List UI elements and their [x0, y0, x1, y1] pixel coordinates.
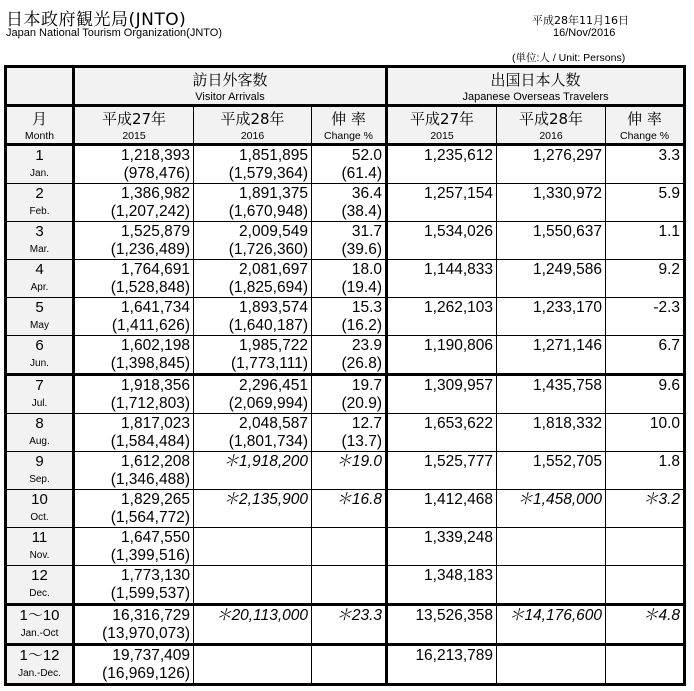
travelers-change-value: 9.6: [658, 377, 681, 394]
visitors-change-value: 52.0: [351, 147, 383, 164]
visitors-change-prev-value: (13.7): [341, 433, 383, 450]
travelers-change-cell: [606, 566, 685, 605]
travelers-change-value: 3.3: [658, 147, 681, 164]
column-header-en: 2016: [539, 130, 563, 142]
visitors-2015-prev-value: (1,398,845): [110, 355, 190, 372]
travelers-change-cell: [606, 528, 685, 566]
month-label: Oct.: [30, 512, 49, 523]
month-label: Nov.: [29, 550, 50, 561]
month-cell: [6, 414, 74, 452]
month-cell: [6, 260, 74, 298]
visitors-change-cell: [312, 145, 387, 184]
visitors-change-value: ＊19.0: [336, 453, 383, 470]
visitors-2016-value: 2,296,451: [239, 377, 308, 394]
visitors-2015-cell: [74, 222, 194, 260]
travelers-change-cell: [606, 490, 685, 528]
org-title-jp: 日本政府観光局(JNTO): [6, 10, 187, 30]
travelers-change-cell: [606, 336, 685, 375]
visitors-2015-value: 1,525,879: [121, 223, 190, 240]
month-cell: [6, 184, 74, 222]
month-header: [6, 106, 74, 145]
visitors-2015-prev-value: (1,346,488): [110, 471, 190, 488]
visitors-2016-cell: [194, 452, 312, 490]
travelers-2015-cell: [387, 645, 497, 685]
travelers-2015-cell: [387, 222, 497, 260]
month-number: 12: [31, 567, 48, 584]
visitors-2016-prev-value: (1,801,734): [228, 433, 308, 450]
visitors-2016-value: ＊1,918,200: [223, 453, 308, 470]
travelers-change-value: 1.8: [658, 453, 681, 470]
month-cell: [6, 298, 74, 336]
visitors-change-cell: [312, 222, 387, 260]
visitors-change-cell: [312, 490, 387, 528]
visitors-change-value: ＊16.8: [336, 491, 383, 508]
visitors-change-value: 18.0: [351, 261, 383, 278]
visitors-2015-prev-value: (1,236,489): [110, 241, 190, 258]
visitors-2016-value: 1,851,895: [239, 147, 308, 164]
visitors-change-cell: [312, 605, 387, 645]
month-number: 8: [35, 415, 44, 432]
month-number: 1〜12: [19, 647, 60, 664]
visitors-2015-cell: [74, 605, 194, 645]
travelers-2015-value: 13,526,358: [415, 607, 494, 624]
column-header-jp: 平成27年: [409, 110, 475, 128]
travelers-2015-cell: [387, 528, 497, 566]
travelers-2016-value: 1,233,170: [533, 299, 603, 316]
visitors-change-cell: [312, 452, 387, 490]
visitors-change-cell: [312, 184, 387, 222]
travelers-2016-value: 1,435,758: [533, 377, 603, 394]
travelers-2015-cell: [387, 260, 497, 298]
travelers-2016-cell: [497, 222, 606, 260]
table-row: [6, 452, 685, 490]
travelers-2016-value: 1,550,637: [533, 223, 603, 240]
visitors-change-prev-value: (19.4): [341, 279, 383, 296]
visitors-2015-prev-value: (1,207,242): [110, 203, 190, 220]
travelers-2016-cell: [497, 566, 606, 605]
month-label: Jul.: [31, 398, 48, 409]
org-title-en: Japan National Tourism Organization(JNTO): [6, 27, 223, 39]
visitors-change-prev-value: (38.4): [341, 203, 383, 220]
travelers-2016-cell: [497, 490, 606, 528]
month-label: Jun.: [30, 358, 49, 369]
visitors-2016-cell: [194, 222, 312, 260]
travelers-2015-cell: [387, 452, 497, 490]
visitors-2016-prev-value: (1,579,364): [228, 165, 308, 182]
report-date-jp: 平成28年11月16日: [532, 14, 629, 27]
visitors-2015-cell: [74, 645, 194, 685]
travelers-2015-value: 1,309,957: [424, 377, 494, 394]
column-header-visitors-2016: [194, 106, 312, 145]
month-label: Aug.: [29, 436, 50, 447]
month-header-jp: 月: [31, 110, 47, 128]
travelers-change-cell: [606, 452, 685, 490]
table-row: [6, 222, 685, 260]
visitors-2016-prev-value: (1,825,694): [228, 279, 308, 296]
visitors-change-prev-value: (39.6): [341, 241, 383, 258]
column-header-jp: 伸 率: [627, 110, 662, 128]
month-number: 10: [31, 491, 48, 508]
travelers-change-cell: [606, 605, 685, 645]
travelers-change-value: ＊3.2: [642, 491, 681, 508]
visitors-2016-prev-value: (1,640,187): [228, 317, 308, 334]
visitors-2015-prev-value: (13,970,073): [102, 625, 190, 642]
month-number: 11: [31, 529, 48, 546]
travelers-change-cell: [606, 375, 685, 414]
month-label: Jan.: [30, 168, 49, 179]
visitors-2015-prev-value: (1,564,772): [110, 509, 190, 526]
group-title-en: Japanese Overseas Travelers: [462, 91, 609, 103]
travelers-2016-cell: [497, 528, 606, 566]
travelers-2016-value: 1,271,146: [533, 337, 603, 354]
visitors-2015-cell: [74, 375, 194, 414]
visitors-change-prev-value: (20.9): [341, 395, 383, 412]
group-title-jp: 訪日外客数: [192, 71, 268, 89]
travelers-2015-value: 1,262,103: [424, 299, 494, 316]
travelers-2015-value: 16,213,789: [415, 647, 494, 664]
table-row: [6, 298, 685, 336]
visitors-2015-prev-value: (16,969,126): [102, 665, 190, 682]
visitors-2016-cell: [194, 336, 312, 375]
visitors-2015-value: 1,764,691: [121, 261, 190, 278]
travelers-2015-cell: [387, 414, 497, 452]
table-row: [6, 184, 685, 222]
month-number: 9: [35, 453, 44, 470]
column-header-en: Change %: [323, 130, 374, 142]
visitors-2015-cell: [74, 336, 194, 375]
table-row: [6, 414, 685, 452]
visitors-change-prev-value: (26.8): [341, 355, 383, 372]
travelers-2016-value: 1,818,332: [533, 415, 603, 432]
visitors-2015-cell: [74, 490, 194, 528]
visitors-change-cell: [312, 566, 387, 605]
visitors-2016-prev-value: (1,670,948): [228, 203, 308, 220]
visitors-2015-value: 1,602,198: [121, 337, 190, 354]
month-label: Apr.: [30, 282, 49, 293]
travelers-change-cell: [606, 184, 685, 222]
visitors-2015-cell: [74, 184, 194, 222]
group-title-jp: 出国日本人数: [490, 71, 581, 89]
month-number: 7: [35, 377, 44, 394]
travelers-2015-value: 1,144,833: [424, 261, 494, 278]
visitors-change-cell: [312, 645, 387, 685]
visitors-2016-cell: [194, 298, 312, 336]
travelers-change-cell: [606, 645, 685, 685]
travelers-change-cell: [606, 414, 685, 452]
visitors-2016-cell: [194, 490, 312, 528]
visitors-2015-value: 1,386,982: [121, 185, 190, 202]
visitors-2015-value: 1,817,023: [121, 415, 190, 432]
column-header-en: 2015: [430, 130, 454, 142]
visitors-change-cell: [312, 260, 387, 298]
column-header-jp: 平成28年: [518, 110, 584, 128]
travelers-2015-cell: [387, 605, 497, 645]
travelers-2016-value: 1,330,972: [533, 185, 603, 202]
visitors-2015-prev-value: (1,528,848): [110, 279, 190, 296]
table-row: [6, 336, 685, 375]
travelers-2015-cell: [387, 375, 497, 414]
visitors-2016-cell: [194, 375, 312, 414]
travelers-2016-cell: [497, 298, 606, 336]
travelers-2015-value: 1,235,612: [424, 147, 494, 164]
travelers-change-cell: [606, 145, 685, 184]
travelers-2016-cell: [497, 605, 606, 645]
travelers-change-value: ＊4.8: [642, 607, 681, 624]
column-header-visitors-2015: [74, 106, 194, 145]
table-row: [6, 528, 685, 566]
visitors-2015-cell: [74, 414, 194, 452]
column-header-en: 2016: [240, 130, 265, 142]
travelers-change-cell: [606, 222, 685, 260]
visitors-2015-prev-value: (978,476): [123, 165, 190, 182]
month-label: Jan.-Dec.: [18, 668, 61, 679]
visitors-2015-prev-value: (1,712,803): [110, 395, 190, 412]
visitors-2016-cell: [194, 184, 312, 222]
report-date-en: 16/Nov/2016: [553, 27, 616, 39]
visitors-change-cell: [312, 528, 387, 566]
travelers-2015-cell: [387, 490, 497, 528]
visitors-change-value: 23.9: [351, 337, 383, 354]
group-header-travelers: [387, 67, 685, 106]
visitors-2016-cell: [194, 605, 312, 645]
month-cell: [6, 566, 74, 605]
visitors-2015-cell: [74, 452, 194, 490]
visitors-2016-cell: [194, 260, 312, 298]
month-cell: [6, 528, 74, 566]
travelers-2016-cell: [497, 184, 606, 222]
travelers-2015-cell: [387, 566, 497, 605]
travelers-2015-cell: [387, 336, 497, 375]
group-header-visitors: [74, 67, 387, 106]
visitors-2015-value: 1,829,265: [121, 491, 190, 508]
column-header-jp: 伸 率: [331, 110, 366, 128]
travelers-2015-value: 1,190,806: [424, 337, 494, 354]
month-number: 3: [35, 223, 44, 240]
travelers-2016-value: ＊1,458,000: [517, 491, 603, 508]
column-header-travelers-2015: [387, 106, 497, 145]
table-row: [6, 605, 685, 645]
travelers-2015-value: 1,257,154: [424, 185, 494, 202]
column-header-travelers-change: [606, 106, 685, 145]
month-cell: [6, 222, 74, 260]
visitors-2015-cell: [74, 528, 194, 566]
visitors-2015-cell: [74, 298, 194, 336]
visitors-2016-value: ＊20,113,000: [216, 607, 308, 624]
travelers-2016-cell: [497, 260, 606, 298]
visitors-change-value: 36.4: [351, 185, 383, 202]
column-header-en: Change %: [620, 130, 670, 142]
travelers-change-value: 10.0: [649, 415, 681, 432]
visitors-change-value: ＊23.3: [336, 607, 383, 624]
travelers-2016-cell: [497, 414, 606, 452]
month-label: Feb.: [29, 206, 50, 217]
travelers-2015-value: 1,534,026: [424, 223, 494, 240]
travelers-change-value: 5.9: [658, 185, 681, 202]
month-cell: [6, 490, 74, 528]
travelers-2016-cell: [497, 452, 606, 490]
table-row: [6, 490, 685, 528]
travelers-2016-cell: [497, 145, 606, 184]
visitors-2016-value: 2,081,697: [239, 261, 308, 278]
month-number: 6: [35, 337, 44, 354]
travelers-2016-value: 1,249,586: [533, 261, 603, 278]
month-number: 2: [35, 185, 44, 202]
travelers-2015-cell: [387, 298, 497, 336]
table-row: [6, 145, 685, 184]
month-cell: [6, 336, 74, 375]
month-label: May: [30, 320, 49, 331]
visitors-2016-cell: [194, 566, 312, 605]
visitors-2015-prev-value: (1,411,626): [111, 317, 190, 334]
visitors-2015-cell: [74, 260, 194, 298]
visitors-change-value: 15.3: [351, 299, 383, 316]
month-label: Sep.: [29, 474, 50, 485]
travelers-2015-cell: [387, 184, 497, 222]
month-label: Mar.: [29, 244, 50, 255]
visitors-change-prev-value: (61.4): [341, 165, 383, 182]
month-label: Dec.: [29, 588, 50, 599]
month-cell: [6, 605, 74, 645]
corner-cell: [6, 67, 74, 106]
visitors-change-cell: [312, 414, 387, 452]
visitors-2015-cell: [74, 145, 194, 184]
visitors-2015-value: 1,918,356: [121, 377, 190, 394]
visitors-2016-cell: [194, 645, 312, 685]
month-cell: [6, 145, 74, 184]
visitors-change-value: 19.7: [351, 377, 383, 394]
visitors-2016-prev-value: (1,726,360): [228, 241, 308, 258]
travelers-2015-value: 1,653,622: [424, 415, 494, 432]
column-header-jp: 平成27年: [101, 110, 167, 128]
visitors-2016-cell: [194, 528, 312, 566]
column-header-travelers-2016: [497, 106, 606, 145]
table-row: [6, 260, 685, 298]
travelers-change-value: -2.3: [653, 299, 681, 316]
column-header-visitors-change: [312, 106, 387, 145]
visitors-change-cell: [312, 298, 387, 336]
statistics-table: [4, 65, 686, 686]
travelers-change-value: 9.2: [658, 261, 681, 278]
visitors-change-cell: [312, 375, 387, 414]
travelers-2016-value: 1,552,705: [533, 453, 603, 470]
visitors-2016-value: 1,891,375: [239, 185, 308, 202]
unit-note: (単位:人 / Unit: Persons): [512, 52, 626, 64]
travelers-change-cell: [606, 298, 685, 336]
travelers-change-cell: [606, 260, 685, 298]
month-label: Jan.-Oct: [20, 628, 59, 639]
visitors-2015-value: 1,773,130: [121, 567, 190, 584]
month-cell: [6, 375, 74, 414]
visitors-change-prev-value: (16.2): [341, 317, 383, 334]
visitors-2016-prev-value: (2,069,994): [228, 395, 308, 412]
visitors-2015-cell: [74, 566, 194, 605]
group-title-en: Visitor Arrivals: [195, 91, 265, 103]
month-cell: [6, 452, 74, 490]
visitors-2016-value: 2,009,549: [239, 223, 308, 240]
table-row: [6, 375, 685, 414]
travelers-2015-value: 1,525,777: [424, 453, 494, 470]
visitors-2015-prev-value: (1,399,516): [110, 547, 190, 564]
table-row: [6, 566, 685, 605]
visitors-2016-value: ＊2,135,900: [223, 491, 308, 508]
visitors-2015-prev-value: (1,599,537): [110, 585, 190, 602]
travelers-2016-value: ＊14,176,600: [508, 607, 603, 624]
visitors-2016-prev-value: (1,773,111): [231, 355, 308, 372]
visitors-change-value: 31.7: [351, 223, 383, 240]
visitors-2015-value: 1,218,393: [121, 147, 190, 164]
visitors-2016-cell: [194, 414, 312, 452]
month-header-en: Month: [24, 130, 55, 142]
travelers-2015-value: 1,348,183: [424, 567, 494, 584]
travelers-2015-cell: [387, 145, 497, 184]
travelers-change-value: 1.1: [658, 223, 681, 240]
column-header-en: 2015: [122, 130, 146, 142]
travelers-2015-value: 1,339,248: [424, 529, 494, 546]
month-cell: [6, 645, 74, 685]
travelers-change-value: 6.7: [658, 337, 681, 354]
travelers-2016-cell: [497, 375, 606, 414]
visitors-2016-value: 1,893,574: [239, 299, 308, 316]
visitors-2015-value: 1,647,550: [121, 529, 190, 546]
visitors-2015-prev-value: (1,584,484): [110, 433, 190, 450]
travelers-2016-value: 1,276,297: [533, 147, 603, 164]
visitors-2015-value: 1,612,208: [121, 453, 190, 470]
month-number: 5: [35, 299, 44, 316]
visitors-2016-cell: [194, 145, 312, 184]
visitors-2016-value: 2,048,587: [239, 415, 308, 432]
visitors-change-cell: [312, 336, 387, 375]
visitors-2015-value: 1,641,734: [121, 299, 190, 316]
travelers-2016-cell: [497, 645, 606, 685]
travelers-2016-cell: [497, 336, 606, 375]
month-number: 4: [35, 261, 44, 278]
table-row: [6, 645, 685, 685]
visitors-2015-value: 19,737,409: [112, 647, 190, 664]
column-header-jp: 平成28年: [220, 110, 285, 128]
visitors-2015-value: 16,316,729: [112, 607, 190, 624]
visitors-2016-value: 1,985,722: [239, 337, 308, 354]
month-number: 1: [35, 147, 44, 164]
month-number: 1〜10: [19, 607, 60, 624]
visitors-change-value: 12.7: [351, 415, 383, 432]
travelers-2015-value: 1,412,468: [424, 491, 494, 508]
